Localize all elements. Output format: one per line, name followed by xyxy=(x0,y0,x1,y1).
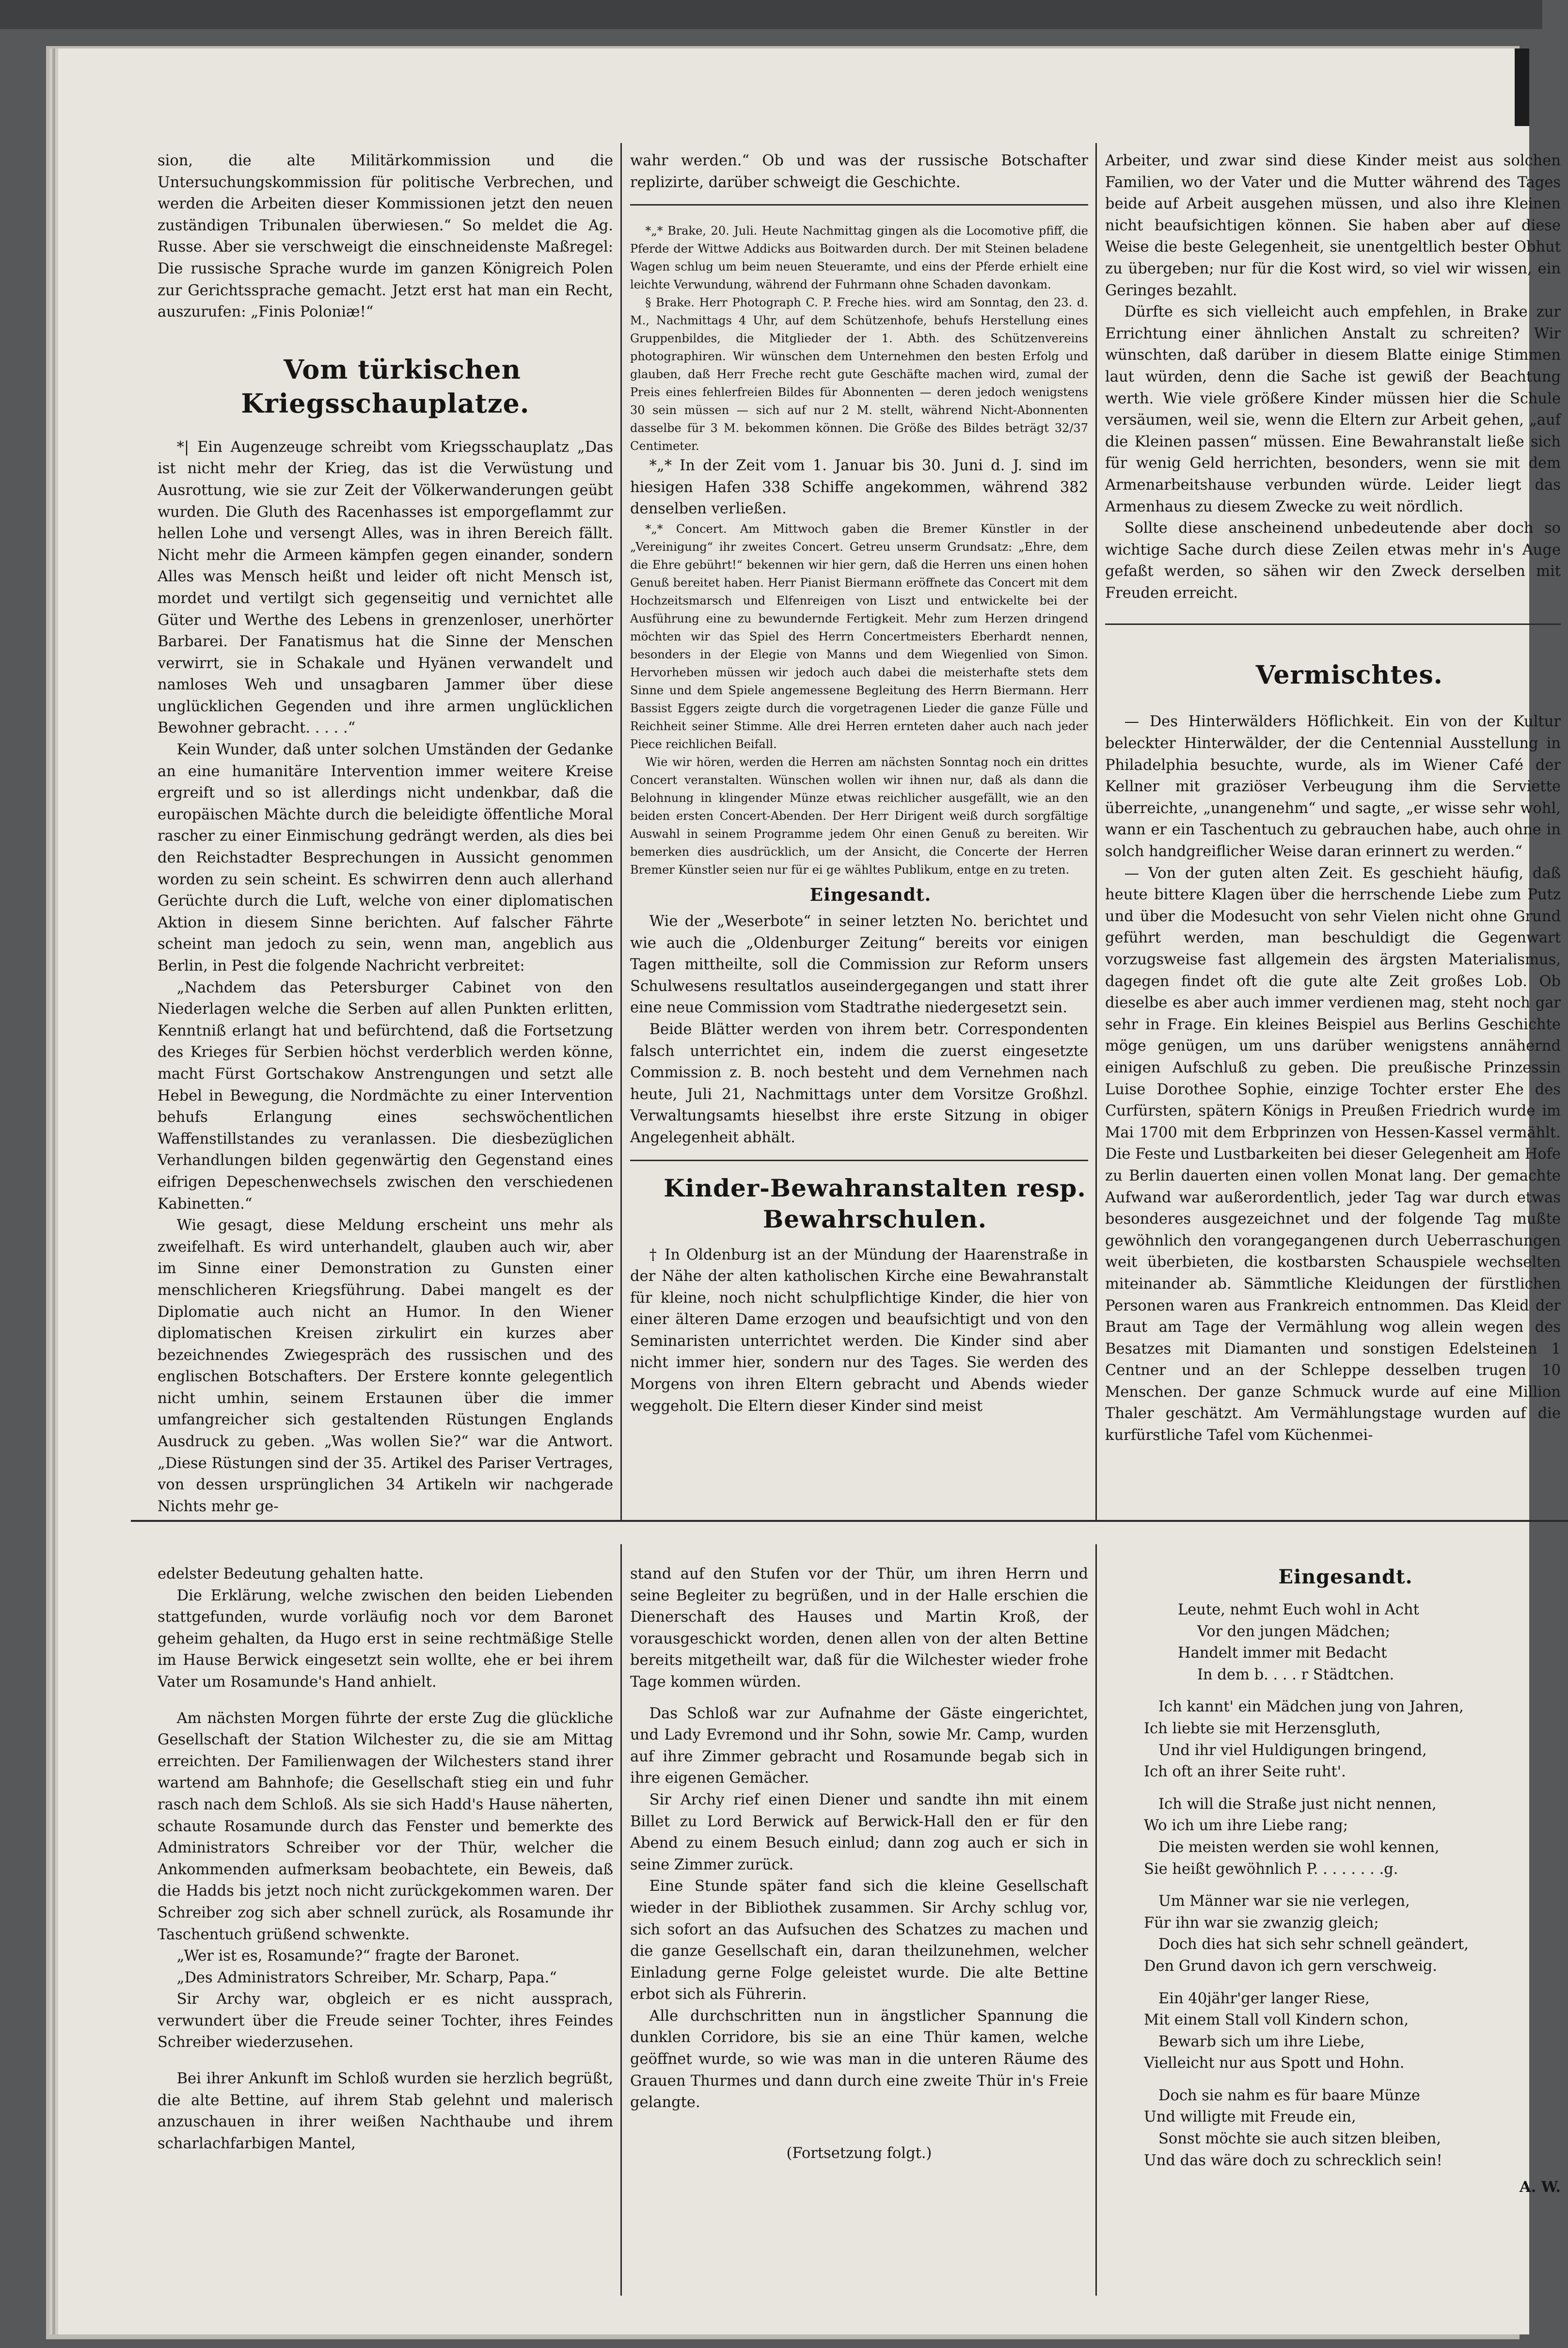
section-heading: Bewahrschulen. xyxy=(762,1204,987,1233)
paragraph: „Wer ist es, Rosamunde?“ fragte der Baronet. xyxy=(176,1948,520,1965)
poem-line: Handelt immer mit Bedacht xyxy=(1178,1645,1387,1662)
stanza-break xyxy=(1105,1686,1561,1696)
stanza-break xyxy=(1105,2075,1561,2085)
poem-line: Für ihn war sie zwanzig gleich; xyxy=(1144,1914,1379,1932)
local-news-item: *„* Concert. Am Mittwoch gaben die Bremer Künstler in der „Vereinigung“ ihr zweites Concert. Getreu unserm Grundsatz: „Ehre, dem die Ehre gebührt!“ bekennen wir hier gern, daß die Herren uns einen hohen Genuß bereitet haben. Herr Pianist Biermann eröffnete das Concert mit dem Hochzeitsmarsch und Elfenreigen von Liszt und entwickelte bei der Ausführung eine zu bewundernde Fertigkeit. Mehr zum Herzen dringend möchten wir das Spiel des Herrn Concertmeisters Eberhardt nennen, besonders in der Elegie von Manns und dem Wiegenlied von Simon. Hervorheben müssen wir jedoch auch dabei die meisterhafte stets dem Sinne und dem Spiele angemessene Begleitung des Herrn Biermann. Herr Bassist Eggers zeigte durch die vorgetragenen Lieder die ganze Fülle und Reichheit seiner Stimme. Alle drei Herren ernteten daher auch nach jeder Piece reichlichen Beifall. xyxy=(630,522,1088,751)
poem-line: Um Männer war sie nie verlegen, xyxy=(1158,1893,1410,1910)
poem-line: Ich will die Straße just nicht nennen, xyxy=(1158,1795,1437,1813)
column-top-left xyxy=(158,150,613,1515)
paragraph: Wie gesagt, diese Meldung erscheint uns mehr als zweifelhaft. Es wird unterhandelt, glauben auch wir, aber im Sinne einer Demonstration zu Gunsten einer menschlicheren Kriegsführung. Dabei mangelt es der Diplomatie auch nicht an Humor. In den Wiener diplomatischen Kreisen zirkulirt ein kurzes aber bezeichnendes Zwiegespräch des russischen und des englischen Botschafters. Der Erstere konnte gelegentlich nicht umhin, seinem Erstaunen über die immer umfangreicher sich gestaltenden Rüstungen Englands Ausdruck zu geben. „Was wollen Sie?“ war die Antwort. „Diese Rüstungen sind der 35. Artikel des Pariser Vertrages, von dessen ursprünglichen 34 Artikeln wir nachgerade Nichts mehr ge- xyxy=(158,1217,613,1515)
poem-line: Vielleicht nur aus Spott und Hohn. xyxy=(1144,2055,1405,2072)
column-bottom-left xyxy=(158,1564,613,2276)
section-heading: Vermischtes. xyxy=(1255,660,1443,690)
poem-line: Leute, nehmt Euch wohl in Acht xyxy=(1178,1601,1419,1618)
eingesandt-heading: Eingesandt. xyxy=(1278,1565,1413,1588)
article-continuation: Arbeiter, und zwar sind diese Kinder meist aus solchen Familien, wo der Vater und die Mutter während des Tages beide auf Arbeit ausgehen müssen, und also ihre Kleinen nicht beaufsichtigen können. Sie haben aber auf diese Weise die beste Gelegenheit, sie unentgeltlich bester Obhut zu übergeben; nur für die Kost wird, so viel wir wissen, ein Geringes bezahlt. xyxy=(1105,152,1561,299)
article-continuation: wahr werden.“ Ob und was der russische Botschafter replizirte, darüber schweigt die Geschichte. xyxy=(630,152,1088,191)
paragraph: Kein Wunder, daß unter solchen Umständen der Gedanke an eine humanitäre Intervention immer weitere Kreise ergreift und so ist allerdings nicht undenkbar, daß die europäischen Mächte durch die beleidigte öffentliche Moral rascher zu einer Einmischung gedrängt werden, als dies bei den Reichstadter Besprechungen in Aussicht genommen worden zu sein scheint. Es schwirren denn auch allerhand Gerüchte durch die Luft, welche von einer diplomatischen Aktion in diesem Sinne berichten. Auf falscher Fährte scheint man jedoch zu sein, wenn man, angeblich aus Berlin, in Pest die folgende Nachricht verbreitet: xyxy=(158,741,613,974)
paragraph: Sir Archy rief einen Diener und sandte ihn mit einem Billet zu Lord Berwick auf Berwick-Hall den er für den Abend zu einem Besuch einlud; dann zog auch er sich in seine Zimmer zurück. xyxy=(630,1791,1088,1873)
local-news-item: *„* Brake, 20. Juli. Heute Nachmittag gingen als die Locomotive pfiff, die Pferde der Wittwe Addicks aus Boitwarden durch. Der mit Steinen beladene Wagen schlug um beim neuen Steueramte, und eins der Pferde erhielt eine leichte Verwundung, während der Fuhrmann ohne Schaden davonkam. xyxy=(630,224,1088,292)
poem-line: Doch dies hat sich sehr schnell geändert, xyxy=(1158,1936,1469,1953)
paragraph: *| Ein Augenzeuge schreibt vom Kriegsschauplatz „Das ist nicht mehr der Krieg, das ist die Verwüstung und Ausrottung, wie sie zur Zeit der Völkerwanderungen geübt wurden. Die Gluth des Racenhasses ist emporgeflammt zur hellen Lohe und versengt Alles, was in ihren Bereich fällt. Nicht mehr die Armeen kämpfen gegen einander, sondern Alles was Mensch heißt und leider oft nicht Mensch ist, mordet und vertilgt sich gegenseitig und vernichtet alle Güter und Werthe des Lebens in grenzenloser, unerhörter Barbarei. Der Fanatismus hat die Sinne der Menschen verwirrt, sie in Schakale und Hyänen verwandelt und namloses Weh und unsagbaren Jammer über diese unglücklichen Gegenden und ihre armen unglücklichen Bewohner gebracht. . . . .“ xyxy=(158,438,613,737)
signature: A. W. xyxy=(1519,2178,1561,2196)
poem-line: In dem b. . . . r Städtchen. xyxy=(1197,1666,1394,1683)
column-top-middle xyxy=(630,150,1088,1513)
scan-border xyxy=(0,0,1542,29)
paragraph: — Von der guten alten Zeit. Es geschieht häufig, daß heute bittere Klagen über die herrschende Liebe zum Putz und über die Modesucht von sehr Vielen nicht ohne Grund geführt werden, man beschuldigt die Gegenwart vorzugsweise fast allgemein des ärgsten Materialismus, dagegen findet oft die gute alte Zeit großes Lob. Ob dieselbe es aber auch immer verdienen mag, steht noch gar sehr in Frage. Ein kleines Beispiel aus Berlins Geschichte möge genügen, um uns darüber wenigstens annähernd einigen Aufschluß zu geben. Die preußische Prinzessin Luise Dorothee Sophie, einzige Tochter erster Ehe des Curfürsten, spätern Königs in Preußen Friedrich wurde im Mai 1700 mit dem Erbprinzen von Hessen-Kassel vermählt. Die Feste und Lustbarkeiten bei dieser Gelegenheit am Hofe zu Berlin dauerten einen vollen Monat lang. Der gemachte Aufwand war außerordentlich, jeder Tag war durch etwas besonderes ausgezeichnet und der folgende Tag mußte gewöhnlich den vorangegangenen durch Ueberraschungen weit überbieten, die kostbarsten Schauspiele wechselten miteinander ab. Sämmtliche Kleidungen der fürstlichen Personen waren aus Frankreich entnommen. Das Kleid der Braut am Tage der Vermählung wog allein wegen des Besatzes mit Diamanten und sonstigen Edelsteinen 1 Centner und an der Schleppe desselben trugen 10 Menschen. Der ganze Schmuck wurde auf eine Million Thaler geschätzt. Am Vermählungstage wurden auf die kurfürstliche Tafel vom Küchenmei- xyxy=(1105,864,1561,1444)
paragraph: Sollte diese anscheinend unbedeutende aber doch so wichtige Sache durch diese Zeilen etwas mehr in's Auge gefaßt werden, so sähen wir den Zweck derselben mit Freuden erreicht. xyxy=(1105,520,1561,602)
poem-line: Ich liebte sie mit Herzensgluth, xyxy=(1144,1720,1381,1737)
paragraph: „Nachdem das Petersburger Cabinet von den Niederlagen welche die Serben auf allen Punkten erlitten, Kenntniß erlangt hat und befürchtend, daß die Fortsetzung des Krieges für Serbien höchst verderblich werden könne, macht Fürst Gortschakow Anstrengungen und setzt alle Hebel in Bewegung, die Nordmächte zu einer Intervention behufs Erlangung eines sechswöchentlichen Waffenstillstandes zu veranlassen. Die diesbezüglichen Verhandlungen bilden gegenwärtig den Gegenstand eines eifrigen Depeschenwechsels zwischen den verschiedenen Kabinetten.“ xyxy=(158,979,613,1213)
story-continuation: stand auf den Stufen vor der Thür, um ihren Herrn und seine Begleiter zu begrüßen, und in der Halle erschien die Dienerschaft des Hauses und Martin Kroß, der vorausgeschickt worden, denen allen von der alten Bettine bereits mitgetheilt war, daß für die Wilchester wieder frohe Tage kommen würden. xyxy=(630,1565,1088,1691)
poem-line: Ich kannt' ein Mädchen jung von Jahren, xyxy=(1158,1698,1464,1716)
newspaper-page xyxy=(58,48,1561,2334)
paragraph: Das Schloß war zur Aufnahme der Gäste eingerichtet, und Lady Evremond und ihr Sohn, sowie Mr. Camp, wurden auf ihre Zimmer gebracht und Rosamunde begab sich in ihre eigenen Gemächer. xyxy=(630,1705,1088,1787)
poem-line: Vor den jungen Mädchen; xyxy=(1197,1623,1391,1640)
stanza-break xyxy=(1105,1783,1561,1794)
poem-line: Sie heißt gewöhnlich P. . . . . . . .g. xyxy=(1144,1860,1398,1878)
paragraph: Eine Stunde später fand sich die kleine Gesellschaft wieder in der Bibliothek zusammen. Sir Archy schlug vor, sich sofort an das Aufsuchen des Schatzes zu machen und die ganze Gesellschaft ein, daran theilzunehmen, welcher Einladung gerne Folge geleistet wurde. Die alte Bettine erbot sich als Führerin. xyxy=(630,1878,1088,2003)
article-rule xyxy=(630,1160,1088,1161)
poem-line: Ich oft an ihrer Seite ruht'. xyxy=(1144,1763,1346,1781)
column-rule xyxy=(620,143,622,1520)
article-rule xyxy=(630,204,1088,206)
eingesandt-heading: Eingesandt. xyxy=(809,884,932,905)
local-news-item: § Brake. Herr Photograph C. P. Freche hies. wird am Sonntag, den 23. d. M., Nachmittags 4 Uhr, auf dem Schützenhofe, behufs Herstellung eines Gruppenbildes, die Mitglieder der 1. Abth. des Schützenvereins photographiren. Wir wünschen dem Unternehmen den besten Erfolg und glauben, daß Herr Freche recht gute Geschäfte machen wird, zumal der Preis eines fehlerfreien Bildes für Abonnenten — deren jedoch wenigstens 30 sein müssen — sich auf nur 2 M. stellt, während Nicht-Abonnenten dasselbe für 3 M. bekommen können. Die Größe des Bildes beträgt 32/37 Centimeter. xyxy=(630,296,1088,453)
feuilleton-divider xyxy=(131,1520,1568,1522)
paragraph: Am nächsten Morgen führte der erste Zug die glückliche Gesellschaft der Station Wilchester zu, die sie am Mittag erreichten. Der Familienwagen der Wilchesters stand ihrer wartend am Bahnhofe; die Gesellschaft stieg ein und fuhr rasch nach dem Schloß. Als sie sich Hadd's Hause näherten, schaute Rosamunde durch das Fenster und bemerkte des Administrators Schreiber vor der Thür, welcher die Ankommenden aufmerksam beobachtete, ein Beweis, daß die Hadds bis jetzt noch nicht zurückgekommen waren. Der Schreiber zog sich aber schnell zurück, als Rosamunde ihr Taschentuch grüßend schwenkte. xyxy=(158,1709,613,1943)
poem-line: Mit einem Stall voll Kindern schon, xyxy=(1144,2012,1409,2029)
paragraph: † In Oldenburg ist an der Mündung der Haarenstraße in der Nähe der alten katholischen Kirche eine Bewahranstalt für kleine, noch nicht schulpflichtige Kinder, die hier von einer älteren Dame erzogen und beaufsichtigt und von den Seminaristen unterrichtet werden. Die Kinder sind aber nicht immer hier, sondern nur des Tages. Sie werden des Morgens von ihren Eltern gebracht und Abends wieder weggeholt. Die Eltern dieser Kinder sind meist xyxy=(630,1246,1088,1415)
paragraph: Wie der „Weserbote“ in seiner letzten No. berichtet und wie auch die „Oldenburger Zeitung“ bereits vor einigen Tagen mittheilte, soll die Commission zur Reform unsers Schulwesens resultatlos auseindergegangen und statt ihrer eine neue Commission vom Stadtrathe niedergesetzt sein. xyxy=(630,912,1088,1017)
article-continuation: sion, die alte Militärkommission und die Untersuchungskommission für politische Verbrechen, und werden die Arbeiten dieser Kommissionen jetzt den neuen zuständigen Tribunalen überwiesen.“ So meldet die Ag. Russe. Aber sie verschweigt die einschneidenste Maßregel: Die russische Sprache wurde im ganzen Königreich Polen zur Gerichtssprache gemacht. Jetzt erst hat man ein Recht, auszurufen: „Finis Poloniæ!“ xyxy=(158,152,613,321)
paragraph: — Des Hinterwälders Höflichkeit. Ein von der Kultur beleckter Hinterwälder, der die Centennial Ausstellung in Philadelphia besuchte, wurde, als im Wiener Café der Kellner mit graziöser Verbeugung ihm die Serviette überreichte, „unangenehm“ und sagte, „er wisse sehr wohl, wann er ein Taschentuch zu gebrauchen habe, auch ohne in solch handgreiflicher Weise daran erinnert zu werden.“ xyxy=(1105,713,1561,861)
poem-line: Sonst möchte sie auch sitzen bleiben, xyxy=(1158,2130,1441,2148)
poem-line: Den Grund davon ich gern verschweig. xyxy=(1144,1957,1437,1975)
poem-line: Doch sie nahm es für baare Münze xyxy=(1158,2087,1420,2104)
scan-edge-dark xyxy=(1515,48,1529,126)
column-bottom-middle xyxy=(630,1564,1088,2276)
local-news-item: *„* In der Zeit vom 1. Januar bis 30. Juni d. J. sind im hiesigen Hafen 338 Schiffe angekommen, während 382 denselben verließen. xyxy=(630,457,1088,518)
poem xyxy=(1105,1599,1561,2172)
column-rule xyxy=(620,1544,622,2296)
stanza-break xyxy=(1105,1880,1561,1891)
article-rule xyxy=(1105,623,1561,625)
section-heading: Vom türkischen Kriegsschauplatze. xyxy=(241,353,530,419)
stanza-break xyxy=(1105,1978,1561,1988)
section-heading: Kinder-Bewahranstalten resp. xyxy=(664,1173,1086,1202)
paragraph: Bei ihrer Ankunft im Schloß wurden sie herzlich begrüßt, die alte Bettine, auf ihrem Stab gelehnt und malerisch anzuschauen in ihrer weißen Nachthaube und ihrem scharlachfarbigen Mantel, xyxy=(158,2070,613,2152)
poem-line: Und das wäre doch zu schrecklich sein! xyxy=(1144,2152,1442,2169)
poem-line: Und willigte mit Freude ein, xyxy=(1144,2108,1356,2126)
column-top-right xyxy=(1105,150,1561,1508)
poem-line: Die meisten werden sie wohl kennen, xyxy=(1158,1838,1440,1856)
paragraph: Die Erklärung, welche zwischen den beiden Liebenden stattgefunden, wurde vorläufig noch vor dem Baronet geheim gehalten, da Hugo erst in seine rechtmäßige Stelle im Hause Berwick eingesetzt sein wollte, ehe er bei ihrem Vater um Rosamunde's Hand anhielt. xyxy=(158,1587,613,1691)
column-rule xyxy=(1095,143,1097,1520)
column-rule xyxy=(1095,1544,1097,2296)
continuation-note: (Fortsetzung folgt.) xyxy=(786,2144,932,2162)
poem-line: Wo ich um ihre Liebe rang; xyxy=(1144,1817,1348,1835)
paragraph: „Des Administrators Schreiber, Mr. Scharp, Papa.“ xyxy=(176,1969,557,1986)
poem-line: Bewarb sich um ihre Liebe, xyxy=(1158,2033,1365,2050)
paragraph: Dürfte es sich vielleicht auch empfehlen, in Brake zur Errichtung einer ähnlichen Anstalt zu schreiten? Wir wünschten, daß darüber in diesem Blatte einige Stimmen laut würden, denn die Sache ist gewiß der Beachtung werth. Wie viele größere Kinder müssen hier die Schule versäumen, weil sie, wenn die Eltern zur Arbeit gehen, „auf die Kleinen passen“ müssen. Eine Bewahranstalt ließe sich für wenig Geld herrichten, besonders, wenn sie mit dem Armenarbeitshause verbunden würde. Leider liegt das Armenhaus zu diesem Zwecke zu weit nördlich. xyxy=(1105,303,1561,515)
paragraph: Beide Blätter werden von ihrem betr. Correspondenten falsch unterrichtet ein, indem die zuerst eingesetzte Commission z. B. noch besteht und dem Vernehmen nach heute, Juli 21, Nachmittags unter dem Vorsitze Großhzl. Verwaltungsamts hieselbst ihre erste Sitzung in obiger Angelegenheit abhält. xyxy=(630,1021,1088,1146)
column-bottom-right xyxy=(1105,1564,1561,2276)
poem-line: Und ihr viel Huldigungen bringend, xyxy=(1158,1741,1427,1759)
story-continuation: edelster Bedeutung gehalten hatte. xyxy=(158,1565,424,1582)
paragraph: Sir Archy war, obgleich er es nicht aussprach, verwundert über die Freude seiner Tochter, ihres Feindes Schreiber wiederzusehen. xyxy=(158,1991,613,2051)
paragraph: Alle durchschritten nun in ängstlicher Spannung die dunklen Corridore, bis sie an eine Thür kamen, welche geöffnet wurde, so wie was man in die unteren Räume des Grauen Thurmes und dann durch eine zweite Thür in's Freie gelangte. xyxy=(630,2007,1088,2111)
local-news-item: Wie wir hören, werden die Herren am nächsten Sonntag noch ein drittes Concert veranstalten. Wünschen wollen wir ihnen nur, daß als dann die Belohnung in klingender Münze etwas reichlicher ausgefällt, wie an den beiden ersten Concert-Abenden. Der Herr Dirigent weiß durch sorgfältige Auswahl in seinem Programme jedem Ohr einen Genuß zu bereiten. Wir bemerken dies ausdrücklich, um der Ansicht, die Concerte der Herren Bremer Künstler seien nur für ei ge wähltes Publikum, entge en zu treten. xyxy=(630,755,1088,877)
poem-line: Ein 40jähr'ger langer Riese, xyxy=(1158,1990,1370,2007)
